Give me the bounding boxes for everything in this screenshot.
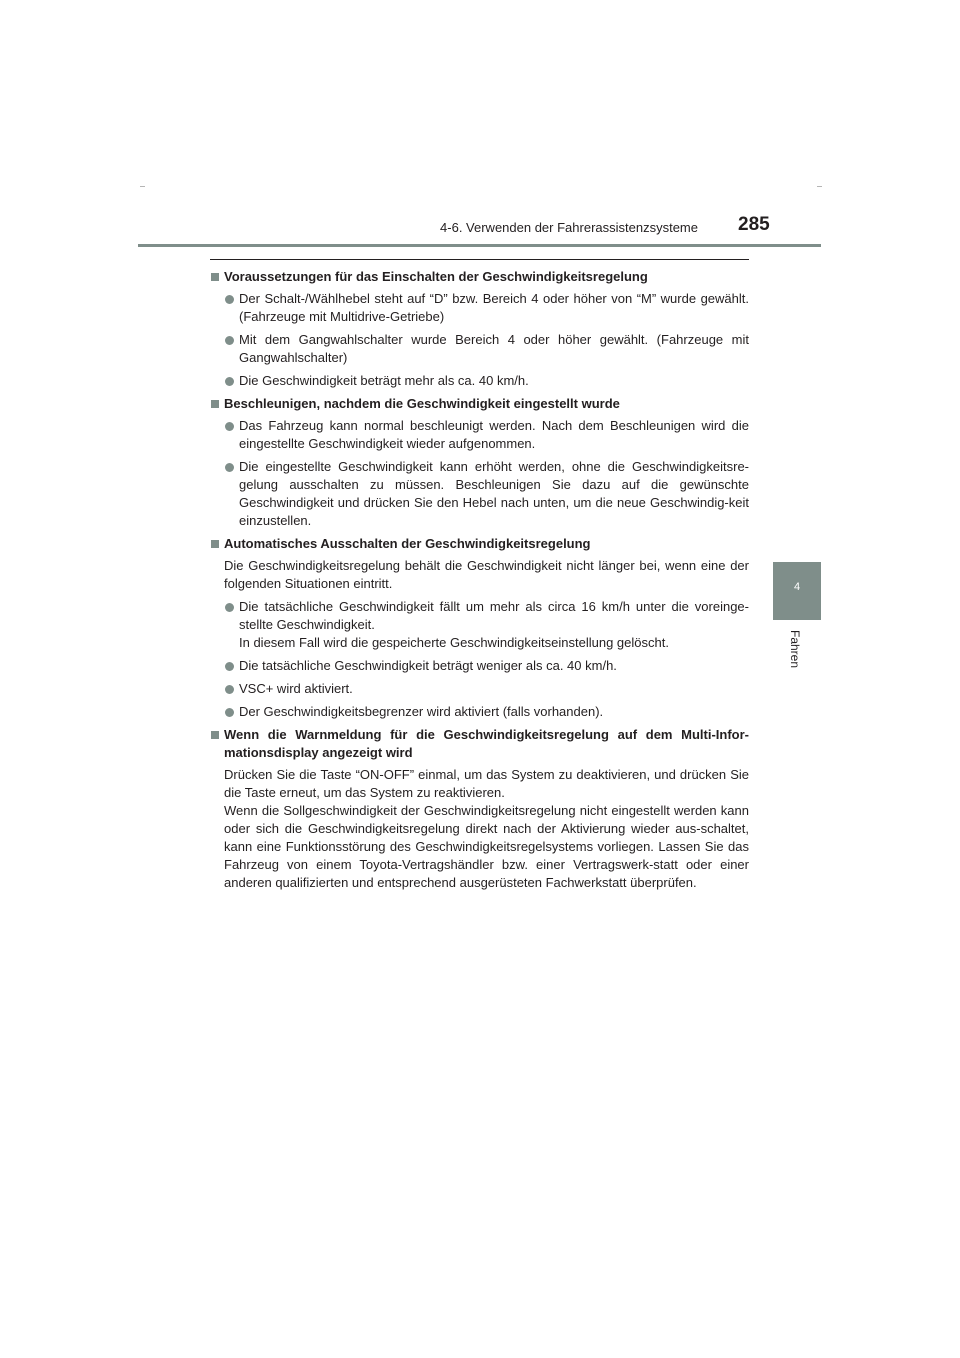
list-item-text: Die tatsächliche Geschwindigkeit fällt um mehr als circa 16 km/h unter die voreinge-stellte Geschwindigkeit. <box>239 599 749 632</box>
list-item <box>210 680 749 698</box>
list-item-text: Die Geschwindigkeit beträgt mehr als ca. 40 km/h. <box>239 373 529 388</box>
heading-text: Automatisches Ausschalten der Geschwindigkeitsregelung <box>224 536 591 551</box>
list-item-text: Die eingestellte Geschwindigkeit kann erhöht werden, ohne die Geschwindigkeitsre-gelung ausschalten zu müssen. Beschleunigen Sie dazu auf die gewünschte Geschwindigkeit und drücken Sie den Hebel nach unten, um die neue Geschwindig-keit einzustellen. <box>239 459 749 528</box>
round-bullet-icon <box>225 336 234 345</box>
section-heading <box>210 395 749 413</box>
round-bullet-icon <box>225 603 234 612</box>
list-item <box>210 372 749 390</box>
heading-text: Wenn die Warnmeldung für die Geschwindigkeitsregelung auf dem Multi-Infor-mationsdisplay angezeigt wird <box>224 727 749 760</box>
section-heading <box>210 726 749 762</box>
square-bullet-icon <box>211 731 219 739</box>
square-bullet-icon <box>211 400 219 408</box>
list-item-text: VSC+ wird aktiviert. <box>239 681 353 696</box>
page-number: 285 <box>738 214 770 235</box>
heading-text: Beschleunigen, nachdem die Geschwindigkeit eingestellt wurde <box>224 396 620 411</box>
page-content <box>210 268 749 897</box>
content-rule <box>210 259 749 260</box>
round-bullet-icon <box>225 708 234 717</box>
chapter-number: 4 <box>793 581 801 593</box>
round-bullet-icon <box>225 422 234 431</box>
square-bullet-icon <box>211 273 219 281</box>
round-bullet-icon <box>225 295 234 304</box>
list-item <box>210 458 749 530</box>
list-item-text: Der Geschwindigkeitsbegrenzer wird aktiviert (falls vorhanden). <box>239 704 604 719</box>
chapter-label: Fahren <box>788 630 802 669</box>
list-item-note: In diesem Fall wird die gespeicherte Geschwindigkeitseinstellung gelöscht. <box>239 635 669 650</box>
list-item <box>210 703 749 721</box>
list-item <box>210 417 749 453</box>
list-item <box>210 598 749 652</box>
square-bullet-icon <box>211 540 219 548</box>
paragraph: Drücken Sie die Taste “ON-OFF” einmal, um das System zu deaktivieren, und drücken Sie die Taste erneut, um das System zu reaktivieren. <box>224 767 749 800</box>
round-bullet-icon <box>225 463 234 472</box>
header-rule <box>138 244 821 247</box>
list-item <box>210 290 749 326</box>
list-item-text: Das Fahrzeug kann normal beschleunigt werden. Nach dem Beschleunigen wird die eingestellte Geschwindigkeit wieder aufgenommen. <box>239 418 749 451</box>
list-item <box>210 657 749 675</box>
crop-mark-left <box>140 186 145 187</box>
list-item-text: Die tatsächliche Geschwindigkeit beträgt weniger als ca. 40 km/h. <box>239 658 617 673</box>
list-item-text: Mit dem Gangwahlschalter wurde Bereich 4 oder höher gewählt. (Fahrzeuge mit Gangwahlschalter) <box>239 332 749 365</box>
section-title: 4-6. Verwenden der Fahrerassistenzsysteme <box>440 220 698 235</box>
section-heading <box>210 268 749 286</box>
paragraph: Wenn die Sollgeschwindigkeit der Geschwindigkeitsregelung nicht eingestellt werden kann oder sich die Geschwindigkeitsregelung direkt nach der Aktivierung wieder aus-schaltet, kann eine Funktionsstörung des Geschwindigkeitsregelsystems vorliegen. Lassen Sie das Fahrzeug von einem Toyota-Vertragshändler bzw. einer Vertragswerk-statt oder einer anderen qualifizierten und entsprechend ausgerüsteten Fachwerkstatt überprüfen. <box>224 803 749 890</box>
heading-text: Voraussetzungen für das Einschalten der Geschwindigkeitsregelung <box>224 269 648 284</box>
round-bullet-icon <box>225 377 234 386</box>
round-bullet-icon <box>225 685 234 694</box>
chapter-tab[interactable] <box>773 562 821 620</box>
section-intro: Die Geschwindigkeitsregelung behält die Geschwindigkeit nicht länger bei, wenn eine der folgenden Situationen eintritt. <box>224 558 749 591</box>
round-bullet-icon <box>225 662 234 671</box>
list-item-text: Der Schalt-/Wählhebel steht auf “D” bzw. Bereich 4 oder höher von “M” wurde gewählt. (Fahrzeuge mit Multidrive-Getriebe) <box>239 291 749 324</box>
section-heading <box>210 535 749 553</box>
crop-mark-right <box>817 186 822 187</box>
list-item <box>210 331 749 367</box>
